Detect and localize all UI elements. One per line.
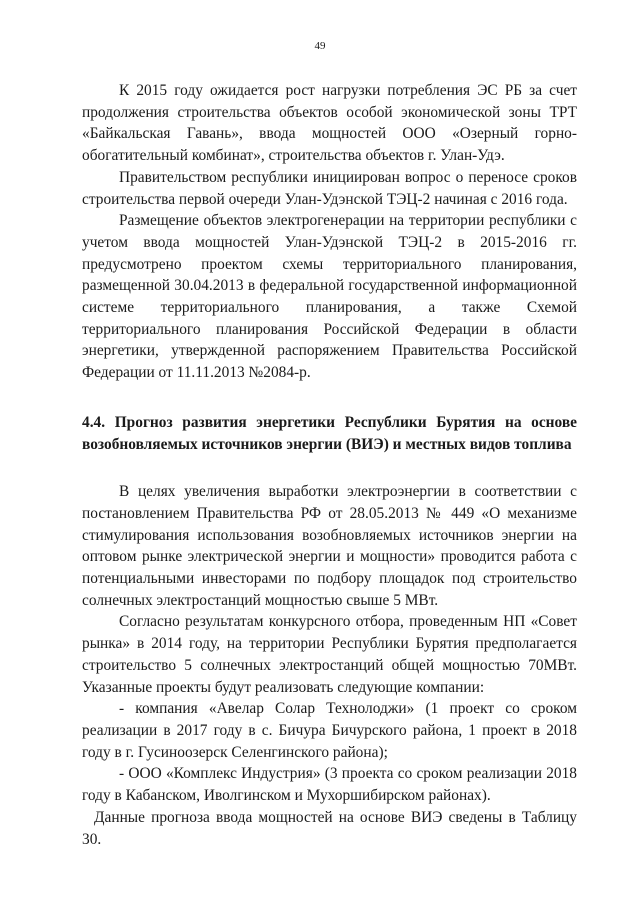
document-body xyxy=(82,80,577,850)
list-item-avelar-solar: - компания «Авелар Солар Технолоджи» (1 проект со сроком реализации в 2017 году в с. Бичура Бичурского района, 1 проект в 2018 году в г. Гусиноозерск Селенгинского района); xyxy=(82,700,577,761)
paragraph-solar-incentives: В целях увеличения выработки электроэнергии в соответствии с постановлением Правительства РФ от 28.05.2013 № 449 «О механизме стимулирования использования возобновляемых источников энергии на оптовом рынке электрической энергии и мощности» проводится работа с потенциальными инвесторами по подбору площадок под строительство солнечных электростанций мощностью свыше 5 МВт. xyxy=(82,483,577,609)
paragraph-generation-placement: Размещение объектов электрогенерации на территории республики с учетом ввода мощностей Улан-Удэнской ТЭЦ-2 в 2015-2016 гг. предусмотрено проектом схемы территориального планирования, размещенной 30.04.2013 в федеральной государственной информационной системе территориального планирования, а также Схемой территориального планирования Российской Федерации в области энергетики, утвержденной распоряжением Правительства Российской Федерации от 11.11.2013 №2084-р. xyxy=(82,212,577,382)
page-number: 49 xyxy=(314,40,326,52)
paragraph-load-growth: К 2015 году ожидается рост нагрузки потребления ЭС РБ за счет продолжения строительства объектов особой экономической зоны ТРТ «Байкальская Гавань», ввода мощностей ООО «Озерный горно-обогатительный комбинат», строительства объектов г. Улан-Удэ. xyxy=(82,82,577,165)
list-item-complex-industry: - ООО «Комплекс Индустрия» (3 проекта со сроком реализации 2018 году в Кабанском, Иволгинском и Мухоршибирском районах). xyxy=(82,765,577,805)
paragraph-table-reference: Данные прогноза ввода мощностей на основе ВИЭ сведены в Таблицу 30. xyxy=(82,808,577,848)
section-heading-4-4: 4.4. Прогноз развития энергетики Республики Бурятия на основе возобновляемых источников энергии (ВИЭ) и местных видов топлива xyxy=(82,413,577,453)
paragraph-competitive-selection: Согласно результатам конкурсного отбора, проведенным НП «Совет рынка» в 2014 году, на территории Республики Бурятия предполагается строительство 5 солнечных электростанций общей мощностью 70МВт. Указанные проекты будут реализовать следующие компании: xyxy=(82,613,577,696)
heading-spacer xyxy=(82,455,577,481)
paragraph-tec2-postponement: Правительством республики инициирован вопрос о переносе сроков строительства первой очереди Улан-Удэнской ТЭЦ-2 начиная с 2016 года. xyxy=(82,168,577,208)
